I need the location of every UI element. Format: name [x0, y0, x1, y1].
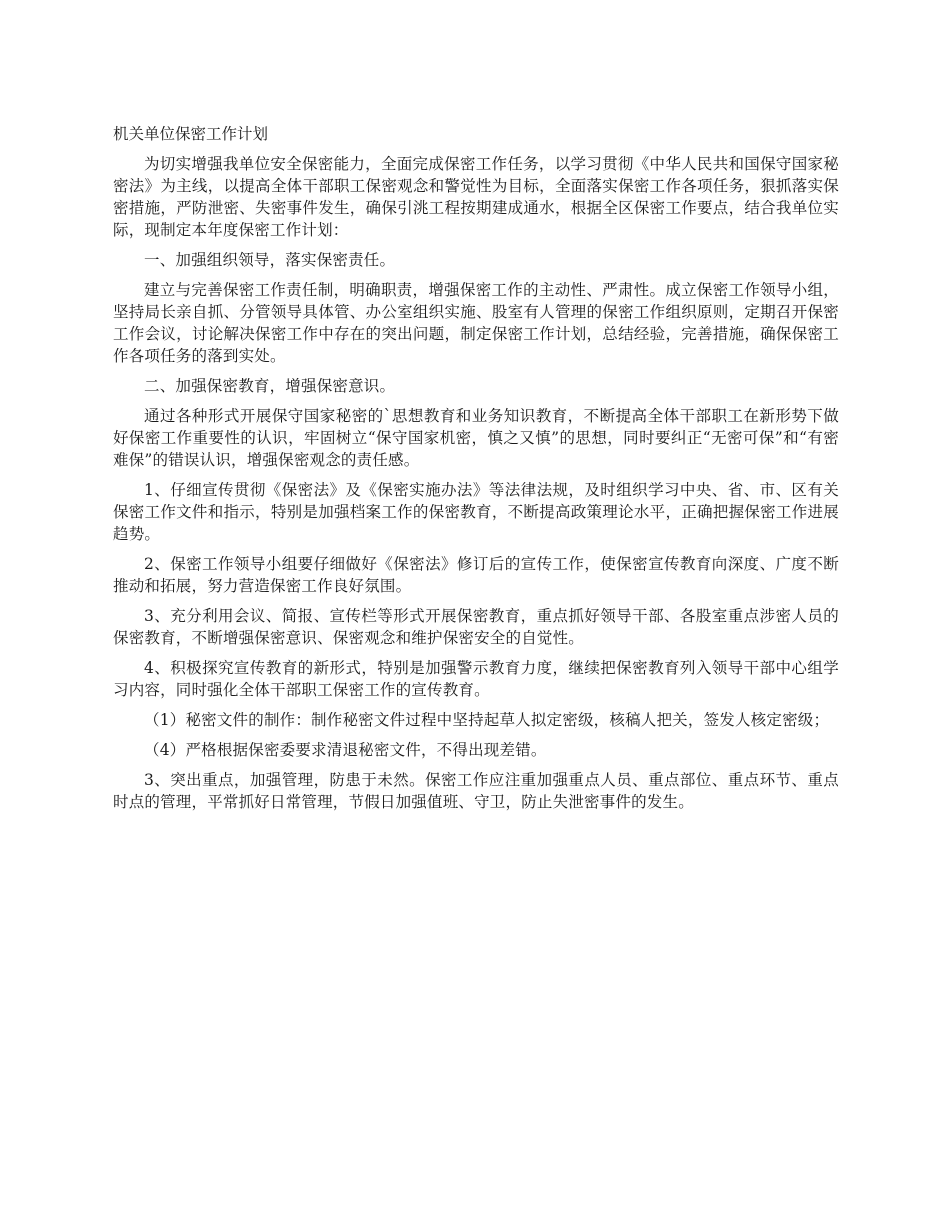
section-heading-2: 二、加强保密教育，增强保密意识。	[144, 377, 396, 395]
intro-paragraph: 为切实增强我单位安全保密能力，全面完成保密工作任务，以学习贯彻《中华人民共和国保守国家秘密法》为主线，以提高全体干部职工保密观念和警觉性为目标，全面落实保密工作各项任务，狠抓落实保密措施，严防泄密、失密事件发生，确保引洮工程按期建成通水，根据全区保密工作要点，结合我单位实际，现制定本年度保密工作计划：	[113, 155, 839, 239]
section-2-body: 通过各种形式开展保守国家秘密的`思想教育和业务知识教育，不断提高全体干部职工在新形势下做好保密工作重要性的认识，牢固树立“保守国家机密，慎之又慎”的思想，同时要纠正“无密可保”和“有密难保”的错误认识，增强保密观念的责任感。	[113, 407, 839, 469]
list-item-3: 3、充分利用会议、简报、宣传栏等形式开展保密教育，重点抓好领导干部、各股室重点涉密人员的保密教育，不断增强保密意识、保密观念和维护保密安全的自觉性。	[113, 607, 839, 647]
section-heading-1: 一、加强组织领导，落实保密责任。	[144, 251, 396, 269]
list-item-4: 4、积极探究宣传教育的新形式，特别是加强警示教育力度，继续把保密教育列入领导干部中心组学习内容，同时强化全体干部职工保密工作的宣传教育。	[113, 659, 839, 699]
sub-item-4: （4）严格根据保密委要求清退秘密文件，不得出现差错。	[144, 741, 547, 759]
document-page	[113, 123, 839, 821]
section-1-body: 建立与完善保密工作责任制，明确职责，增强保密工作的主动性、严肃性。成立保密工作领导小组，坚持局长亲自抓、分管领导具体管、办公室组织实施、股室有人管理的保密工作组织原则，定期召开保密工作会议，讨论解决保密工作中存在的突出问题，制定保密工作计划，总结经验，完善措施，确保保密工作各项任务的落到实处。	[113, 281, 839, 365]
closing-paragraph: 3、突出重点，加强管理，防患于未然。保密工作应注重加强重点人员、重点部位、重点环节、重点时点的管理，平常抓好日常管理，节假日加强值班、守卫，防止失泄密事件的发生。	[113, 771, 839, 811]
document-title: 机关单位保密工作计划	[113, 125, 269, 143]
sub-item-1: （1）秘密文件的制作：制作秘密文件过程中坚持起草人拟定密级，核稿人把关，签发人核定密级；	[144, 711, 830, 729]
list-item-2: 2、保密工作领导小组要仔细做好《保密法》修订后的宣传工作，使保密宣传教育向深度、广度不断推动和拓展，努力营造保密工作良好氛围。	[113, 555, 839, 595]
list-item-1: 1、仔细宣传贯彻《保密法》及《保密实施办法》等法律法规，及时组织学习中央、省、市、区有关保密工作文件和指示，特别是加强档案工作的保密教育，不断提高政策理论水平，正确把握保密工作进展趋势。	[113, 481, 839, 543]
